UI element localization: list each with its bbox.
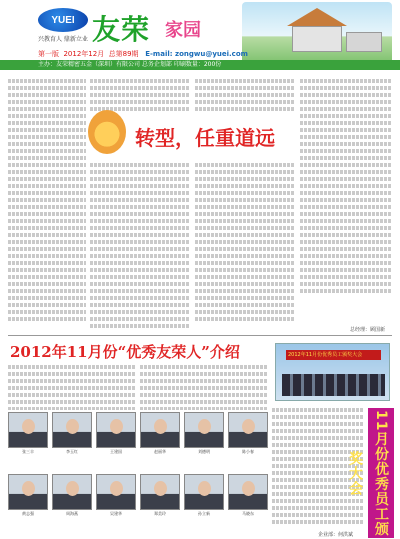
- employee-photo-grid: [8, 412, 268, 538]
- employee-photo: 刘德明: [184, 412, 224, 456]
- employee-photo: 吴建华: [96, 474, 136, 518]
- award-ceremony-photo: [275, 343, 390, 401]
- issue-number: 总第89期: [108, 50, 139, 58]
- section-author: 企业部：何洪斌: [318, 532, 354, 538]
- article-column-3: [195, 160, 295, 332]
- publisher-banner: 主办：友荣精密五金（深圳）有限公司 总务企划部 印刷数量：200份: [0, 60, 400, 70]
- employee-photo: 周海燕: [52, 474, 92, 518]
- employee-photo: 黄志强: [8, 474, 48, 518]
- newspaper-subtitle: 家园: [165, 20, 201, 41]
- award-photo-caption: 2012年11月份优秀员工颁奖大会: [288, 352, 363, 358]
- article-column-1: [8, 76, 86, 331]
- article-byline: 总经理：顾国新: [350, 327, 386, 333]
- employee-photo: 马晓东: [228, 474, 268, 518]
- employee-photo: 王建国: [96, 412, 136, 456]
- company-logo: YUEI: [38, 8, 88, 32]
- article-headline: 转型，任重道远: [135, 126, 275, 150]
- section-column-2: [140, 362, 268, 410]
- section-column-1: [8, 362, 136, 410]
- employee-photo: 陈小春: [228, 412, 268, 456]
- section-title: 2012年11月份“优秀友荣人”介绍: [10, 343, 240, 361]
- section-divider: [8, 335, 392, 336]
- article-column-3-top: [195, 76, 295, 112]
- employee-photo: 郑美玲: [140, 474, 180, 518]
- contact-email: E-mail: zongwu@yuei.com: [145, 50, 248, 58]
- article-column-4: [300, 76, 392, 331]
- newspaper-title: 友荣: [92, 13, 151, 46]
- article-column-2-top: [90, 76, 190, 112]
- award-vertical-banner: 11月份优秀员工颁奖大会: [368, 408, 394, 538]
- article-column-2: [90, 160, 190, 332]
- employee-photo: 孙立新: [184, 474, 224, 518]
- employee-photo: 赵丽华: [140, 412, 180, 456]
- issue-edition: 第一版: [38, 50, 59, 58]
- employee-photo: 张三丰: [8, 412, 48, 456]
- handshake-icon: [88, 110, 126, 154]
- issue-date: 2012年12月: [63, 50, 105, 58]
- logo-slogan: 兴教育人 鼎新立业: [38, 36, 88, 43]
- employee-photo: 李玉红: [52, 412, 92, 456]
- issue-info: [0, 49, 400, 59]
